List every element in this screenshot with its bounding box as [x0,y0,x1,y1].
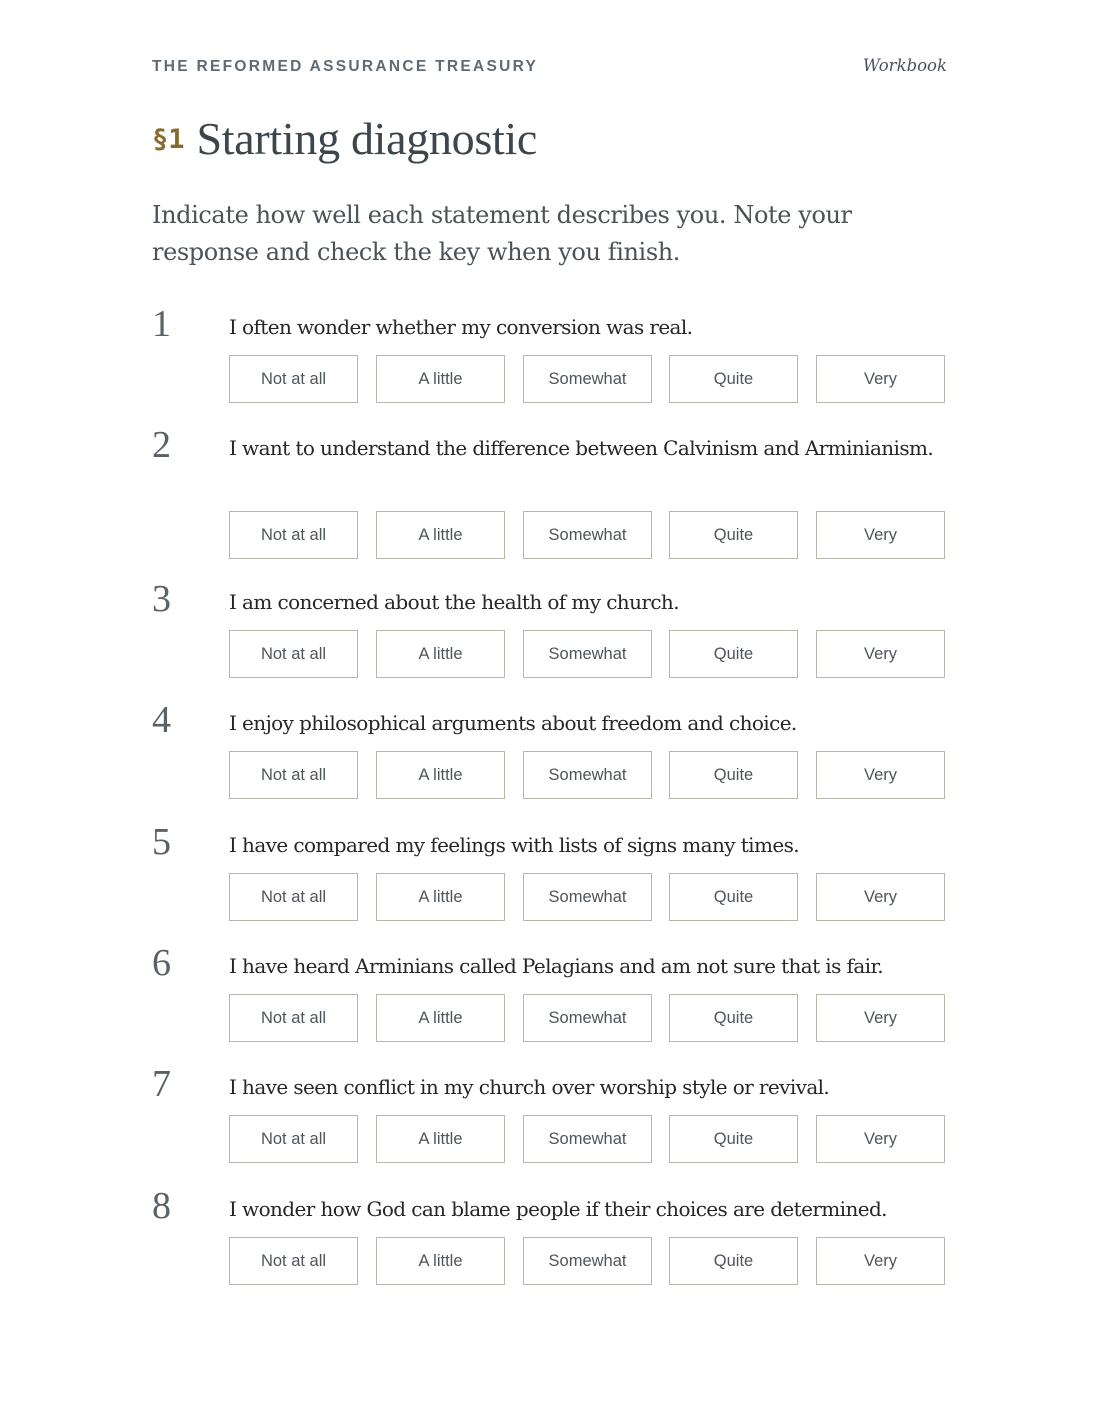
option-a-little-button[interactable]: A little [376,1237,505,1285]
question-number: 2 [152,424,171,466]
option-not-at-all-button[interactable]: Not at all [229,511,358,559]
option-a-little-button[interactable]: A little [376,994,505,1042]
question-text: I enjoy philosophical arguments about freedom and choice. [229,711,797,735]
response-options [229,873,947,923]
option-not-at-all-button[interactable]: Not at all [229,630,358,678]
option-very-button[interactable]: Very [816,630,945,678]
book-title: THE REFORMED ASSURANCE TREASURY [152,58,539,75]
option-quite-button[interactable]: Quite [669,1115,798,1163]
question-text: I have heard Arminians called Pelagians and am not sure that is fair. [229,954,883,978]
page-header [152,56,947,80]
response-options [229,630,947,680]
question-number: 1 [152,303,171,345]
option-somewhat-button[interactable]: Somewhat [523,630,652,678]
option-quite-button[interactable]: Quite [669,1237,798,1285]
option-not-at-all-button[interactable]: Not at all [229,751,358,799]
option-not-at-all-button[interactable]: Not at all [229,1237,358,1285]
question-text: I have seen conflict in my church over worship style or revival. [229,1075,830,1099]
question-number: 7 [152,1063,171,1105]
question-number: 6 [152,942,171,984]
option-quite-button[interactable]: Quite [669,751,798,799]
option-very-button[interactable]: Very [816,1237,945,1285]
option-quite-button[interactable]: Quite [669,630,798,678]
option-not-at-all-button[interactable]: Not at all [229,355,358,403]
option-a-little-button[interactable]: A little [376,355,505,403]
option-somewhat-button[interactable]: Somewhat [523,751,652,799]
option-quite-button[interactable]: Quite [669,511,798,559]
option-very-button[interactable]: Very [816,355,945,403]
option-a-little-button[interactable]: A little [376,630,505,678]
option-a-little-button[interactable]: A little [376,1115,505,1163]
option-very-button[interactable]: Very [816,873,945,921]
option-very-button[interactable]: Very [816,751,945,799]
response-options [229,1115,947,1165]
response-options [229,994,947,1044]
option-very-button[interactable]: Very [816,1115,945,1163]
option-a-little-button[interactable]: A little [376,873,505,921]
option-very-button[interactable]: Very [816,511,945,559]
question-text: I want to understand the difference between Calvinism and Arminianism. [229,436,934,460]
option-a-little-button[interactable]: A little [376,751,505,799]
section-heading [152,112,537,172]
option-not-at-all-button[interactable]: Not at all [229,1115,358,1163]
option-very-button[interactable]: Very [816,994,945,1042]
section-number: §1 [152,124,185,155]
option-not-at-all-button[interactable]: Not at all [229,873,358,921]
response-options [229,511,947,561]
question-number: 8 [152,1185,171,1227]
section-intro: Indicate how well each statement describes you. Note your response and check the key when you finish. [152,201,852,266]
option-quite-button[interactable]: Quite [669,355,798,403]
workbook-label: Workbook [862,56,947,75]
response-options [229,1237,947,1287]
option-somewhat-button[interactable]: Somewhat [523,873,652,921]
option-quite-button[interactable]: Quite [669,994,798,1042]
question-text: I have compared my feelings with lists of signs many times. [229,833,799,857]
question-text: I am concerned about the health of my church. [229,590,679,614]
response-options [229,751,947,801]
option-a-little-button[interactable]: A little [376,511,505,559]
option-somewhat-button[interactable]: Somewhat [523,1237,652,1285]
question-number: 4 [152,699,171,741]
response-options [229,355,947,405]
question-number: 3 [152,578,171,620]
option-somewhat-button[interactable]: Somewhat [523,1115,652,1163]
option-somewhat-button[interactable]: Somewhat [523,994,652,1042]
option-somewhat-button[interactable]: Somewhat [523,511,652,559]
option-not-at-all-button[interactable]: Not at all [229,994,358,1042]
section-title: Starting diagnostic [196,113,538,164]
question-text: I wonder how God can blame people if their choices are determined. [229,1197,887,1221]
question-text: I often wonder whether my conversion was real. [229,315,693,339]
option-somewhat-button[interactable]: Somewhat [523,355,652,403]
question-number: 5 [152,821,171,863]
option-quite-button[interactable]: Quite [669,873,798,921]
